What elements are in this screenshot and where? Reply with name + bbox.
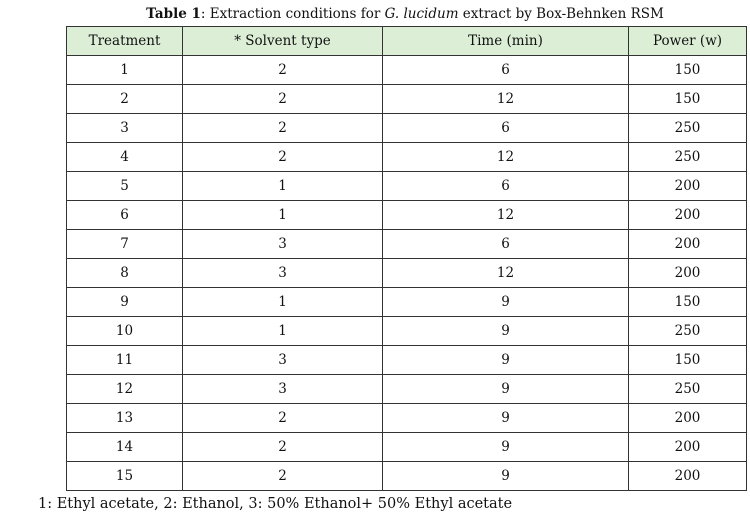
cell-power: 200 [629, 172, 747, 201]
header-treatment: Treatment [67, 27, 183, 56]
table-row [67, 143, 747, 172]
cell-treatment: 12 [67, 375, 183, 404]
cell-power: 250 [629, 317, 747, 346]
cell-solvent-type: 2 [183, 85, 383, 114]
caption-text-before: : Extraction conditions for [200, 6, 385, 22]
table-row [67, 346, 747, 375]
table-row [67, 288, 747, 317]
cell-treatment: 11 [67, 346, 183, 375]
cell-time: 6 [383, 172, 629, 201]
table-row [67, 201, 747, 230]
cell-solvent-type: 3 [183, 230, 383, 259]
cell-power: 200 [629, 201, 747, 230]
cell-solvent-type: 2 [183, 404, 383, 433]
table-label: Table 1 [146, 6, 201, 22]
cell-solvent-type: 1 [183, 172, 383, 201]
cell-time: 9 [383, 375, 629, 404]
cell-time: 12 [383, 85, 629, 114]
species-name: G. lucidum [384, 6, 459, 22]
cell-power: 150 [629, 346, 747, 375]
cell-solvent-type: 1 [183, 201, 383, 230]
cell-time: 12 [383, 143, 629, 172]
cell-treatment: 4 [67, 143, 183, 172]
cell-time: 9 [383, 317, 629, 346]
cell-power: 200 [629, 230, 747, 259]
cell-time: 9 [383, 404, 629, 433]
cell-time: 9 [383, 288, 629, 317]
cell-time: 6 [383, 56, 629, 85]
cell-solvent-type: 3 [183, 259, 383, 288]
extraction-conditions-table [66, 26, 747, 491]
cell-treatment: 3 [67, 114, 183, 143]
cell-solvent-type: 3 [183, 375, 383, 404]
header-power: Power (w) [629, 27, 747, 56]
table-row [67, 404, 747, 433]
table-caption [0, 5, 750, 23]
header-solvent-type: * Solvent type [183, 27, 383, 56]
table-row [67, 375, 747, 404]
cell-treatment: 15 [67, 462, 183, 491]
cell-power: 200 [629, 462, 747, 491]
table-row [67, 317, 747, 346]
cell-treatment: 8 [67, 259, 183, 288]
cell-power: 150 [629, 288, 747, 317]
table-row [67, 230, 747, 259]
cell-time: 12 [383, 259, 629, 288]
cell-treatment: 9 [67, 288, 183, 317]
cell-power: 200 [629, 404, 747, 433]
table-row [67, 433, 747, 462]
table-row [67, 172, 747, 201]
cell-power: 200 [629, 259, 747, 288]
cell-time: 12 [383, 201, 629, 230]
cell-power: 200 [629, 433, 747, 462]
cell-solvent-type: 2 [183, 56, 383, 85]
table-row [67, 114, 747, 143]
table-body [67, 56, 747, 491]
cell-treatment: 13 [67, 404, 183, 433]
cell-time: 9 [383, 346, 629, 375]
caption-text-after: extract by Box-Behnken RSM [458, 6, 664, 22]
table-row [67, 462, 747, 491]
cell-solvent-type: 3 [183, 346, 383, 375]
cell-solvent-type: 1 [183, 288, 383, 317]
table-row [67, 85, 747, 114]
solvent-footnote: 1: Ethyl acetate, 2: Ethanol, 3: 50% Ethanol+ 50% Ethyl acetate [38, 496, 513, 512]
cell-treatment: 10 [67, 317, 183, 346]
header-time: Time (min) [383, 27, 629, 56]
cell-power: 250 [629, 375, 747, 404]
cell-time: 6 [383, 230, 629, 259]
cell-power: 150 [629, 56, 747, 85]
cell-power: 250 [629, 114, 747, 143]
cell-power: 150 [629, 85, 747, 114]
cell-treatment: 7 [67, 230, 183, 259]
cell-solvent-type: 1 [183, 317, 383, 346]
cell-time: 6 [383, 114, 629, 143]
cell-solvent-type: 2 [183, 433, 383, 462]
cell-treatment: 1 [67, 56, 183, 85]
cell-power: 250 [629, 143, 747, 172]
cell-solvent-type: 2 [183, 143, 383, 172]
cell-solvent-type: 2 [183, 114, 383, 143]
table-row [67, 56, 747, 85]
cell-solvent-type: 2 [183, 462, 383, 491]
cell-time: 9 [383, 433, 629, 462]
header-row [67, 27, 747, 56]
cell-treatment: 14 [67, 433, 183, 462]
table-row [67, 259, 747, 288]
cell-treatment: 2 [67, 85, 183, 114]
cell-treatment: 5 [67, 172, 183, 201]
cell-time: 9 [383, 462, 629, 491]
cell-treatment: 6 [67, 201, 183, 230]
